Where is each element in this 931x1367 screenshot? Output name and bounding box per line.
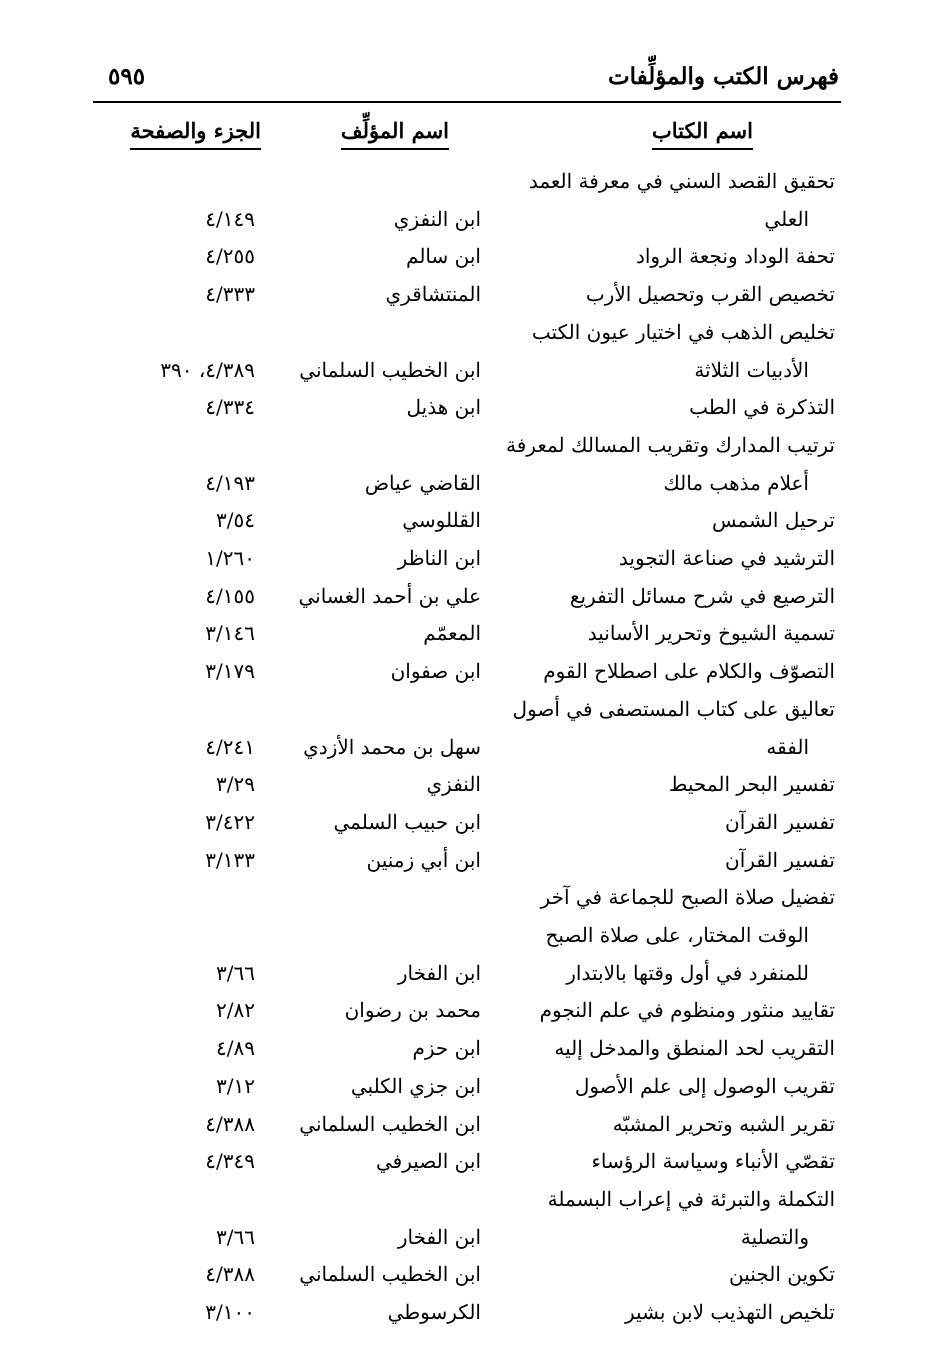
book-title: تخليص الذهب في اختيار عيون الكتب [531,319,835,344]
page-number: ٥٩٥ [108,63,146,90]
volume-page-ref: ٤/١٤٩ [205,206,255,231]
volume-page-ref: ٣/١٢ [216,1073,255,1098]
author-name: ابن جزي الكلبي [350,1073,481,1098]
author-name: ابن حبيب السلمي [333,809,481,834]
book-title: تكوين الجنين [729,1262,835,1287]
book-title: تقرير الشبه وتحرير المشبّه [612,1111,835,1136]
volume-page-ref: ٣/١٤٦ [205,621,255,646]
author-name: ابن هذيل [406,395,481,420]
author-name: ابن الفخار [397,1224,481,1249]
book-title: تسمية الشيوخ وتحرير الأسانيد [587,621,835,646]
author-name: المنتشاقري [385,282,481,307]
book-title: التقريب لحد المنطق والمدخل إليه [554,1036,835,1061]
volume-page-ref: ٤/٣٣٤ [205,395,255,420]
volume-page-ref: ٤/٣٨٩، ٣٩٠ [160,357,255,382]
book-title: تفسير البحر المحيط [668,772,835,797]
book-title: تخصيص القرب وتحصيل الأرب [585,282,835,307]
book-title: ترحيل الشمس [711,508,835,533]
volume-page-ref: ٤/٣٤٩ [205,1149,255,1174]
header-rule [93,101,841,103]
book-title-continuation: الفقه [766,734,809,759]
book-title: تفضيل صلاة الصبح للجماعة في آخر [540,885,835,910]
book-title: تعاليق على كتاب المستصفى في أصول [512,696,835,721]
author-name: ابن الصيرفي [376,1149,481,1174]
volume-page-ref: ٣/٥٤ [216,508,255,533]
column-header-author: اسم المؤلِّف [341,118,449,150]
volume-page-ref: ٤/٢٤١ [205,734,255,759]
book-title: الترشيد في صناعة التجويد [618,546,835,570]
running-title: فهرس الكتب والمؤلِّفات [608,63,839,90]
book-title-continuation: والتصلية [740,1224,809,1249]
volume-page-ref: ٣/٦٦ [216,1224,255,1249]
volume-page-ref: ٣/٦٦ [216,960,255,985]
volume-page-ref: ٤/١٥٥ [205,583,255,608]
author-name: علي بن أحمد الغساني [298,583,481,608]
author-name: ابن أبي زمنين [366,847,481,872]
volume-page-ref: ١/٢٦٠ [205,546,255,570]
book-title: الترصيع في شرح مسائل التفريع [569,583,835,608]
book-title: ترتيب المدارك وتقريب المسالك لمعرفة [506,432,835,457]
author-name: الكرسوطي [387,1300,481,1324]
book-title-continuation: الوقت المختار، على صلاة الصبح [545,923,809,947]
volume-page-ref: ٣/٤٢٢ [205,809,255,834]
author-name: المعمّم [423,621,481,646]
book-title: التصوّف والكلام على اصطلاح القوم [543,659,835,684]
book-title: التذكرة في الطب [689,395,835,420]
book-title-continuation: أعلام مذهب مالك [663,470,809,495]
author-name: محمد بن رضوان [344,998,481,1023]
volume-page-ref: ٤/٣٨٨ [205,1111,255,1136]
column-header-volume-page: الجزء والصفحة [130,118,261,150]
author-name: ابن الخطيب السلماني [299,357,481,382]
author-name: القاضي عياض [364,470,481,495]
column-header-book: اسم الكتاب [652,118,753,150]
author-name: ابن صفوان [390,659,481,684]
author-name: سهل بن محمد الأزدي [303,734,481,759]
book-title: تحفة الوداد ونجعة الرواد [635,244,835,269]
author-name: القللوسي [402,508,481,533]
volume-page-ref: ٤/٨٩ [216,1036,255,1061]
volume-page-ref: ٣/٢٩ [216,772,255,797]
author-name: ابن الناظر [397,546,481,570]
volume-page-ref: ٣/١٧٩ [205,659,255,684]
book-title-continuation: العلي [764,206,809,231]
volume-page-ref: ٢/٨٢ [216,998,255,1023]
volume-page-ref: ٤/٣٨٨ [205,1262,255,1287]
book-title: تقريب الوصول إلى علم الأصول [574,1073,835,1098]
book-title: تفسير القرآن [725,847,835,872]
volume-page-ref: ٣/١٠٠ [205,1300,255,1324]
book-title: تلخيص التهذيب لابن بشير [625,1300,835,1324]
book-title: تحقيق القصد السني في معرفة العمد [528,169,835,193]
author-name: ابن النفزي [393,206,481,231]
author-name: ابن الفخار [397,960,481,985]
book-title: التكملة والتبرئة في إعراب البسملة [547,1186,835,1211]
book-title-continuation: الأدبيات الثلاثة [694,357,809,382]
author-name: ابن حزم [412,1036,481,1061]
book-title: تفسير القرآن [725,809,835,834]
volume-page-ref: ٣/١٣٣ [205,847,255,872]
book-title: تقصّي الأنباء وسياسة الرؤساء [591,1149,835,1174]
volume-page-ref: ٤/٣٣٣ [205,282,255,307]
book-title-continuation: للمنفرد في أول وقتها بالابتدار [566,960,809,985]
author-name: ابن الخطيب السلماني [299,1111,481,1136]
book-title: تقاييد منثور ومنظوم في علم النجوم [539,998,835,1023]
author-name: النفزي [426,772,481,797]
volume-page-ref: ٤/١٩٣ [205,470,255,495]
author-name: ابن الخطيب السلماني [299,1262,481,1287]
author-name: ابن سالم [406,244,481,269]
volume-page-ref: ٤/٢٥٥ [205,244,255,269]
